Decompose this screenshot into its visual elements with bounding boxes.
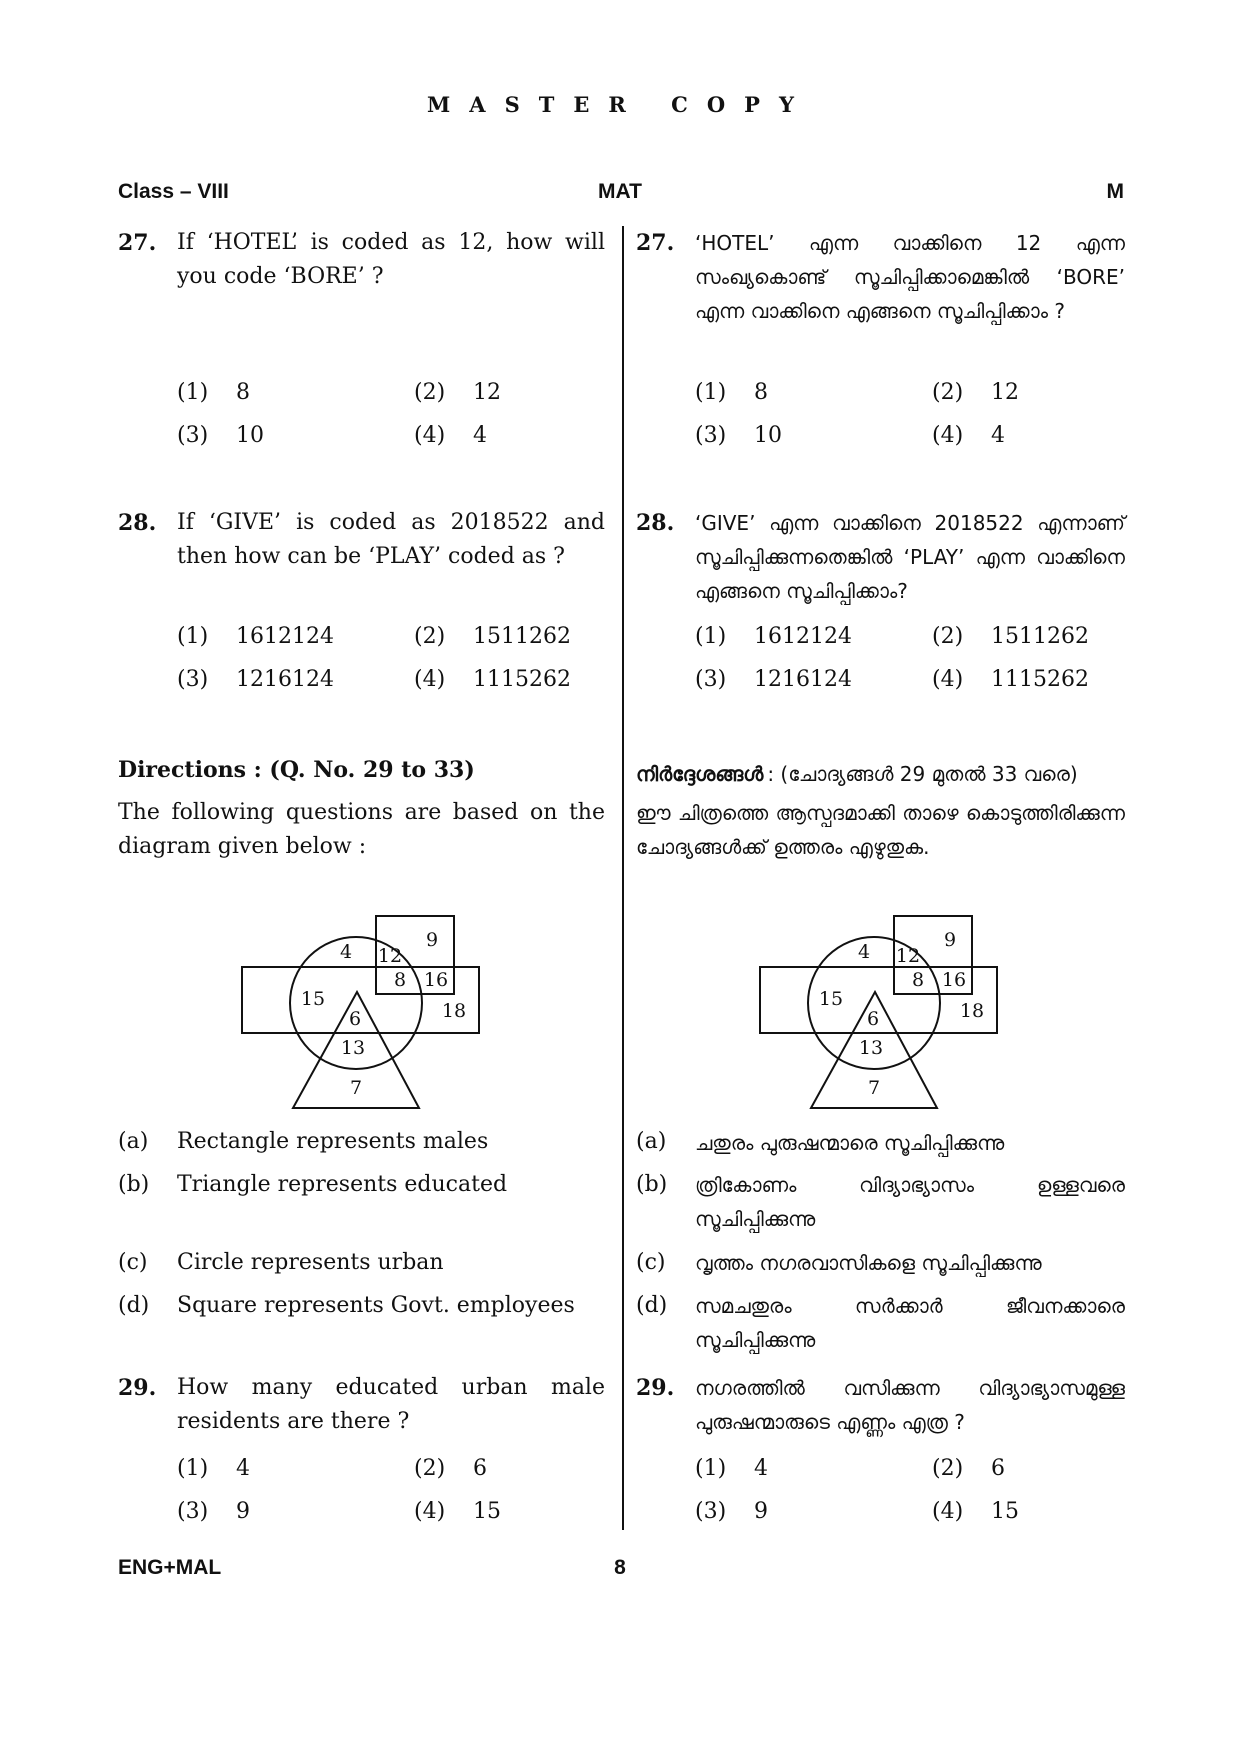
- question-text: If ‘HOTEL’ is coded as 12, how will you code ‘BORE’ ?: [177, 230, 605, 289]
- option-label: (4): [414, 667, 446, 692]
- option-label: (2): [414, 624, 446, 649]
- option-value: 4: [991, 423, 1005, 448]
- option-label: (2): [932, 624, 964, 649]
- option-label: (3): [695, 1499, 727, 1524]
- venn-diagram: [754, 912, 1004, 1112]
- option-label: (3): [177, 667, 209, 692]
- region-number: 6: [866, 1008, 880, 1030]
- option-label: (1): [695, 624, 727, 649]
- option-value: 1115262: [991, 667, 1089, 692]
- option-label: (4): [414, 1499, 446, 1524]
- page-number: 8: [614, 1556, 626, 1579]
- option-label: (1): [177, 1456, 209, 1481]
- footer-language: ENG+MAL: [118, 1556, 222, 1579]
- option-value: 4: [236, 1456, 250, 1481]
- directions-text: ഈ ചിത്രത്തെ ആസ്പദമാക്കി താഴെ കൊടുത്തിരിക്കുന്ന ചോദ്യങ്ങൾക്ക് ഉത്തരം എഴുതുക.: [636, 801, 1125, 859]
- question-number: 29.: [118, 1375, 157, 1401]
- option-value: 10: [236, 423, 264, 448]
- option-value: 4: [473, 423, 487, 448]
- version-label: M: [1106, 180, 1124, 203]
- option-value: 6: [473, 1456, 487, 1481]
- question-text: How many educated urban male residents are there ?: [177, 1375, 605, 1434]
- option-value: 1216124: [754, 667, 852, 692]
- option-value: 8: [754, 380, 768, 405]
- option-value: 12: [473, 380, 501, 405]
- option-value: 9: [236, 1499, 250, 1524]
- region-number: 15: [300, 988, 326, 1010]
- directions-text: The following questions are based on the diagram given below :: [118, 800, 605, 859]
- option-label: (3): [177, 1499, 209, 1524]
- statement-label: (d): [118, 1293, 150, 1318]
- question-number: 28.: [636, 510, 675, 536]
- statement-text: Circle represents urban: [177, 1250, 444, 1275]
- option-label: (1): [695, 380, 727, 405]
- option-label: (1): [177, 624, 209, 649]
- option-value: 1216124: [236, 667, 334, 692]
- class-label: Class – VIII: [118, 180, 229, 203]
- option-label: (3): [695, 423, 727, 448]
- statement-text: ചതുരം പുരുഷന്മാരെ സൂചിപ്പിക്കുന്നു: [695, 1131, 1005, 1155]
- statement-label: (c): [118, 1250, 148, 1275]
- region-number: 18: [441, 1000, 467, 1022]
- region-number: 13: [340, 1037, 366, 1059]
- statement-text: ത്രികോണം വിദ്യാഭ്യാസം ഉള്ളവരെ സൂചിപ്പിക്കുന്നു: [695, 1173, 1125, 1231]
- option-label: (4): [414, 423, 446, 448]
- statement-label: (a): [118, 1129, 149, 1154]
- statement-label: (b): [118, 1172, 150, 1197]
- option-label: (3): [695, 667, 727, 692]
- region-number: 8: [911, 969, 925, 991]
- statement-label: (c): [636, 1250, 666, 1275]
- statement-text: സമചതുരം സർക്കാർ ജീവനക്കാരെ സൂചിപ്പിക്കുന്നു: [695, 1294, 1125, 1352]
- option-label: (4): [932, 423, 964, 448]
- region-number: 9: [943, 929, 957, 951]
- region-number: 6: [348, 1008, 362, 1030]
- directions-title: Directions : (Q. No. 29 to 33): [118, 757, 475, 783]
- option-value: 9: [754, 1499, 768, 1524]
- region-number: 18: [959, 1000, 985, 1022]
- region-number: 7: [349, 1077, 363, 1099]
- venn-diagram: [236, 912, 486, 1112]
- region-number: 4: [857, 941, 871, 963]
- region-number: 12: [377, 945, 403, 967]
- statement-text: Triangle represents educated: [177, 1172, 508, 1197]
- subject-label: MAT: [598, 180, 642, 203]
- option-label: (3): [177, 423, 209, 448]
- option-value: 1115262: [473, 667, 571, 692]
- directions-heading: [636, 757, 1078, 791]
- statement-label: (a): [636, 1129, 667, 1154]
- region-number: 9: [425, 929, 439, 951]
- statement-label: (d): [636, 1293, 668, 1318]
- option-label: (2): [932, 1456, 964, 1481]
- directions-title: നിർദ്ദേശങ്ങൾ: [636, 762, 764, 786]
- region-number: 12: [895, 945, 921, 967]
- option-label: (2): [414, 380, 446, 405]
- statement-text: Rectangle represents males: [177, 1129, 489, 1154]
- region-number: 16: [423, 969, 449, 991]
- question-text: ‘GIVE’ എന്ന വാക്കിനെ 2018522 എന്നാണ് സൂചിപ്പിക്കുന്നതെങ്കിൽ ‘PLAY’ എന്ന വാക്കിനെ എങ്ങനെ സൂചിപ്പിക്കാം?: [695, 511, 1125, 603]
- question-text: നഗരത്തിൽ വസിക്കുന്ന വിദ്യാഭ്യാസമുള്ള പുരുഷന്മാരുടെ എണ്ണം എത്ര ?: [695, 1376, 1125, 1434]
- question-text: ‘HOTEL’ എന്ന വാക്കിനെ 12 എന്ന സംഖ്യകൊണ്ട് സൂചിപ്പിക്കാമെങ്കിൽ ‘BORE’ എന്ന വാക്കിനെ എങ്ങനെ സൂചിപ്പിക്കാം ?: [695, 231, 1125, 323]
- column-divider: [622, 226, 624, 1530]
- option-value: 10: [754, 423, 782, 448]
- option-value: 8: [236, 380, 250, 405]
- option-value: 15: [991, 1499, 1019, 1524]
- option-value: 1612124: [754, 624, 852, 649]
- region-number: 7: [867, 1077, 881, 1099]
- option-label: (1): [695, 1456, 727, 1481]
- question-number: 27.: [118, 230, 157, 256]
- option-value: 1511262: [473, 624, 571, 649]
- question-number: 27.: [636, 230, 675, 256]
- statement-label: (b): [636, 1172, 668, 1197]
- option-value: 15: [473, 1499, 501, 1524]
- option-value: 6: [991, 1456, 1005, 1481]
- question-text: If ‘GIVE’ is coded as 2018522 and then how can be ‘PLAY’ coded as ?: [177, 510, 605, 569]
- option-label: (2): [932, 380, 964, 405]
- region-number: 13: [858, 1037, 884, 1059]
- option-value: 1612124: [236, 624, 334, 649]
- option-label: (1): [177, 380, 209, 405]
- option-value: 4: [754, 1456, 768, 1481]
- question-number: 28.: [118, 510, 157, 536]
- option-value: 1511262: [991, 624, 1089, 649]
- master-copy-heading: MASTER COPY: [427, 92, 813, 117]
- question-number: 29.: [636, 1375, 675, 1401]
- statement-text: വൃത്തം നഗരവാസികളെ സൂചിപ്പിക്കുന്നു: [695, 1251, 1042, 1275]
- region-number: 8: [393, 969, 407, 991]
- region-number: 16: [941, 969, 967, 991]
- option-label: (4): [932, 1499, 964, 1524]
- option-label: (4): [932, 667, 964, 692]
- option-value: 12: [991, 380, 1019, 405]
- region-number: 4: [339, 941, 353, 963]
- region-number: 15: [818, 988, 844, 1010]
- statement-text: Square represents Govt. employees: [177, 1293, 575, 1318]
- directions-range: : (ചോദ്യങ്ങൾ 29 മുതൽ 33 വരെ): [767, 762, 1078, 786]
- option-label: (2): [414, 1456, 446, 1481]
